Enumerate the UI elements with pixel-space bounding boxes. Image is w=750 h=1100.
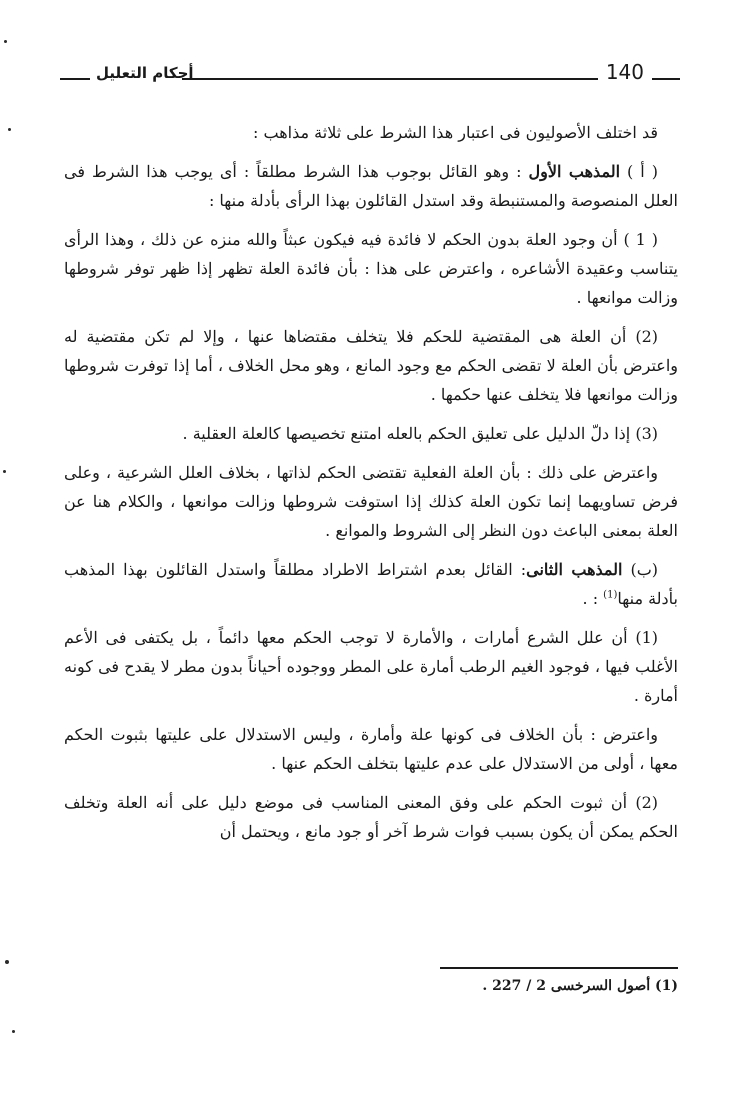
footnote-ref: (1) xyxy=(603,589,618,601)
footnote: (1) أصول السرخسى 2 / 227 . xyxy=(482,978,678,994)
running-title: أحكام التعليل xyxy=(96,64,194,82)
scan-speck xyxy=(4,40,7,43)
objection-a-paragraph: واعترض على ذلك : بأن العلة الفعلية تقتضى الحكم لذاتها ، بخلاف العلل الشرعية ، وعلى فرض تساويهما إنما تكون العلة كذلك إذا استوفت شروطها وزالت موانعها ، والكلام هنا عن العلة بمعنى الباعث دون النظر إلى الشروط والموانع . xyxy=(64,463,678,540)
madhhab-a-paragraph xyxy=(64,157,678,215)
scan-speck xyxy=(5,960,9,964)
scan-speck xyxy=(3,470,6,473)
madhhab-b-label: (ب) xyxy=(622,560,659,579)
running-header xyxy=(60,60,680,90)
page-number: 140 xyxy=(605,60,644,84)
madhhab-b-text-end: : . xyxy=(582,589,604,608)
scan-speck xyxy=(12,1030,15,1033)
objection-b1-paragraph: واعترض : بأن الخلاف فى كونها علة وأمارة ، وليس الاستدلال على عليتها بثبوت الحكم معها ، أولى من الاستدلال على عدم عليتها بتخلف الحكم عنها . xyxy=(64,725,678,773)
madhhab-a-text: : وهو القائل بوجوب هذا الشرط مطلقاً : أى يوجب هذا الشرط فى العلل المنصوصة والمستنبطة وقد استدل القائلون بهذا الرأى بأدلة منها : xyxy=(64,162,678,210)
page-body xyxy=(64,118,678,856)
proof-b2-paragraph: (2) أن ثبوت الحكم على وفق المعنى المناسب فى موضع دليل على أنه العلة وتخلف الحكم يمكن أن يكون بسبب فوات شرط آخر أو جود مانع ، ويحتمل أن xyxy=(64,793,678,841)
madhhab-a-title: المذهب الأول xyxy=(528,162,621,181)
header-left-dash xyxy=(60,78,90,80)
proof-a2-paragraph: (2) أن العلة هى المقتضية للحكم فلا يتخلف مقتضاها عنها ، وإلا لم تكن مقتضية له واعترض بأن العلة لا تقضى الحكم مع وجود المانع ، وهو محل الخلاف ، أما إذا توفرت شروطها وزالت موانعها فلا يتخلف عنها حكمها . xyxy=(64,327,678,404)
proof-a3-paragraph: (3) إذا دلّ الدليل على تعليق الحكم بالعله امتنع تخصيصها كالعلة العقلية . xyxy=(182,424,658,443)
scan-speck xyxy=(8,128,11,131)
madhhab-b-paragraph xyxy=(64,555,678,613)
madhhab-b-text: : القائل بعدم اشتراط الاطراد مطلقاً واستدل القائلون بهذا المذهب بأدلة منها xyxy=(64,560,678,608)
madhhab-b-title: المذهب الثانى xyxy=(526,560,623,579)
intro-paragraph: قد اختلف الأصوليون فى اعتبار هذا الشرط على ثلاثة مذاهب : xyxy=(253,123,658,142)
header-right-dash xyxy=(652,78,680,80)
header-rule xyxy=(182,78,598,80)
madhhab-a-label: ( أ ) xyxy=(620,162,659,181)
proof-a1-paragraph: ( 1 ) أن وجود العلة بدون الحكم لا فائدة فيه فيكون عبثاً والله منزه عن ذلك ، وهذا الرأى يتناسب وعقيدة الأشاعره ، واعترض على هذا : بأن فائدة العلة تظهر إذا ظهر توفر شروطها وزالت موانعها . xyxy=(64,230,678,307)
proof-b1-paragraph: (1) أن علل الشرع أمارات ، والأمارة لا توجب الحكم معها دائماً ، بل يكتفى فى الأعم الأغلب فيها ، فوجود الغيم الرطب أمارة على المطر ووجوده أحياناً بدون مطر لا يقدح فى كونه أمارة . xyxy=(64,628,678,705)
footnote-rule xyxy=(440,967,678,969)
